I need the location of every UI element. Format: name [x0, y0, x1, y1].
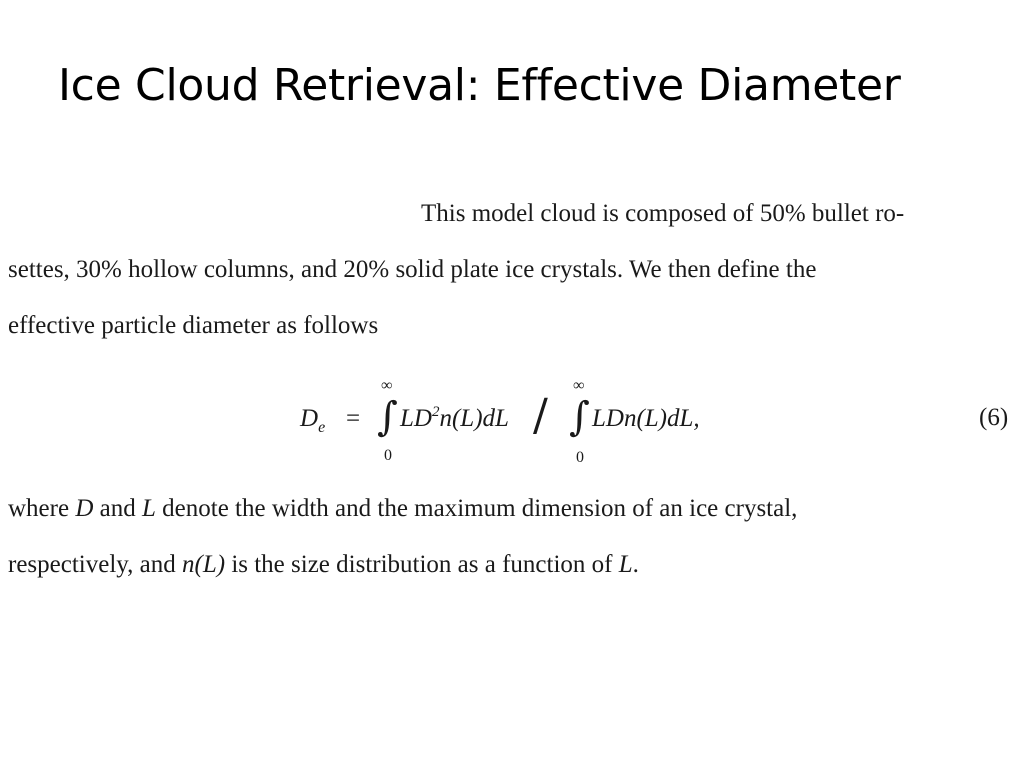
- effective-diameter-equation: [300, 372, 730, 472]
- line5-text-b: is the size distribution as a function of: [225, 551, 619, 578]
- line4-text-b: and: [93, 495, 142, 522]
- equation-lhs-var: D: [300, 405, 319, 432]
- paragraph-line-5: [8, 552, 639, 577]
- equation-denominator: LDn(L)dL,: [592, 405, 700, 432]
- denominator-upper-limit: ∞: [573, 377, 585, 394]
- line5-period: .: [632, 551, 639, 578]
- equation-numerator: [400, 406, 509, 431]
- numerator-lower-limit: 0: [384, 447, 392, 464]
- paragraph-line-1: This model cloud is composed of 50% bullet ro-: [421, 200, 905, 227]
- numerator-ld: LD: [400, 405, 432, 432]
- line4-text-c: denote the width and the maximum dimension of an ice crystal,: [155, 495, 798, 522]
- numerator-rest: n(L)dL: [439, 405, 509, 432]
- equation-division-slash: /: [533, 390, 548, 441]
- equation-number: (6): [979, 404, 1009, 431]
- slide-title: Ice Cloud Retrieval: Effective Diameter: [58, 60, 901, 111]
- numerator-exponent: 2: [431, 404, 440, 420]
- line4-var-l: L: [142, 495, 156, 522]
- line4-text-a: where: [8, 495, 76, 522]
- equation-lhs: [300, 405, 326, 436]
- denominator-integral-sign: ∫: [569, 394, 590, 440]
- paragraph-line-3: effective particle diameter as follows: [8, 312, 379, 339]
- numerator-integral-sign: ∫: [377, 394, 398, 440]
- paragraph-line-4: [8, 496, 797, 521]
- equation-equals: =: [346, 405, 361, 432]
- numerator-upper-limit: ∞: [381, 377, 393, 394]
- line5-var-n: n: [182, 551, 195, 578]
- line5-var-l-paren: (L): [194, 551, 226, 578]
- line5-text-a: respectively, and: [8, 551, 182, 578]
- line4-var-d: D: [75, 495, 94, 522]
- paragraph-line-2: settes, 30% hollow columns, and 20% solid plate ice crystals. We then define the: [8, 256, 817, 283]
- denominator-lower-limit: 0: [576, 449, 584, 466]
- equation-lhs-subscript: e: [318, 419, 326, 436]
- line5-var-l: L: [618, 551, 633, 578]
